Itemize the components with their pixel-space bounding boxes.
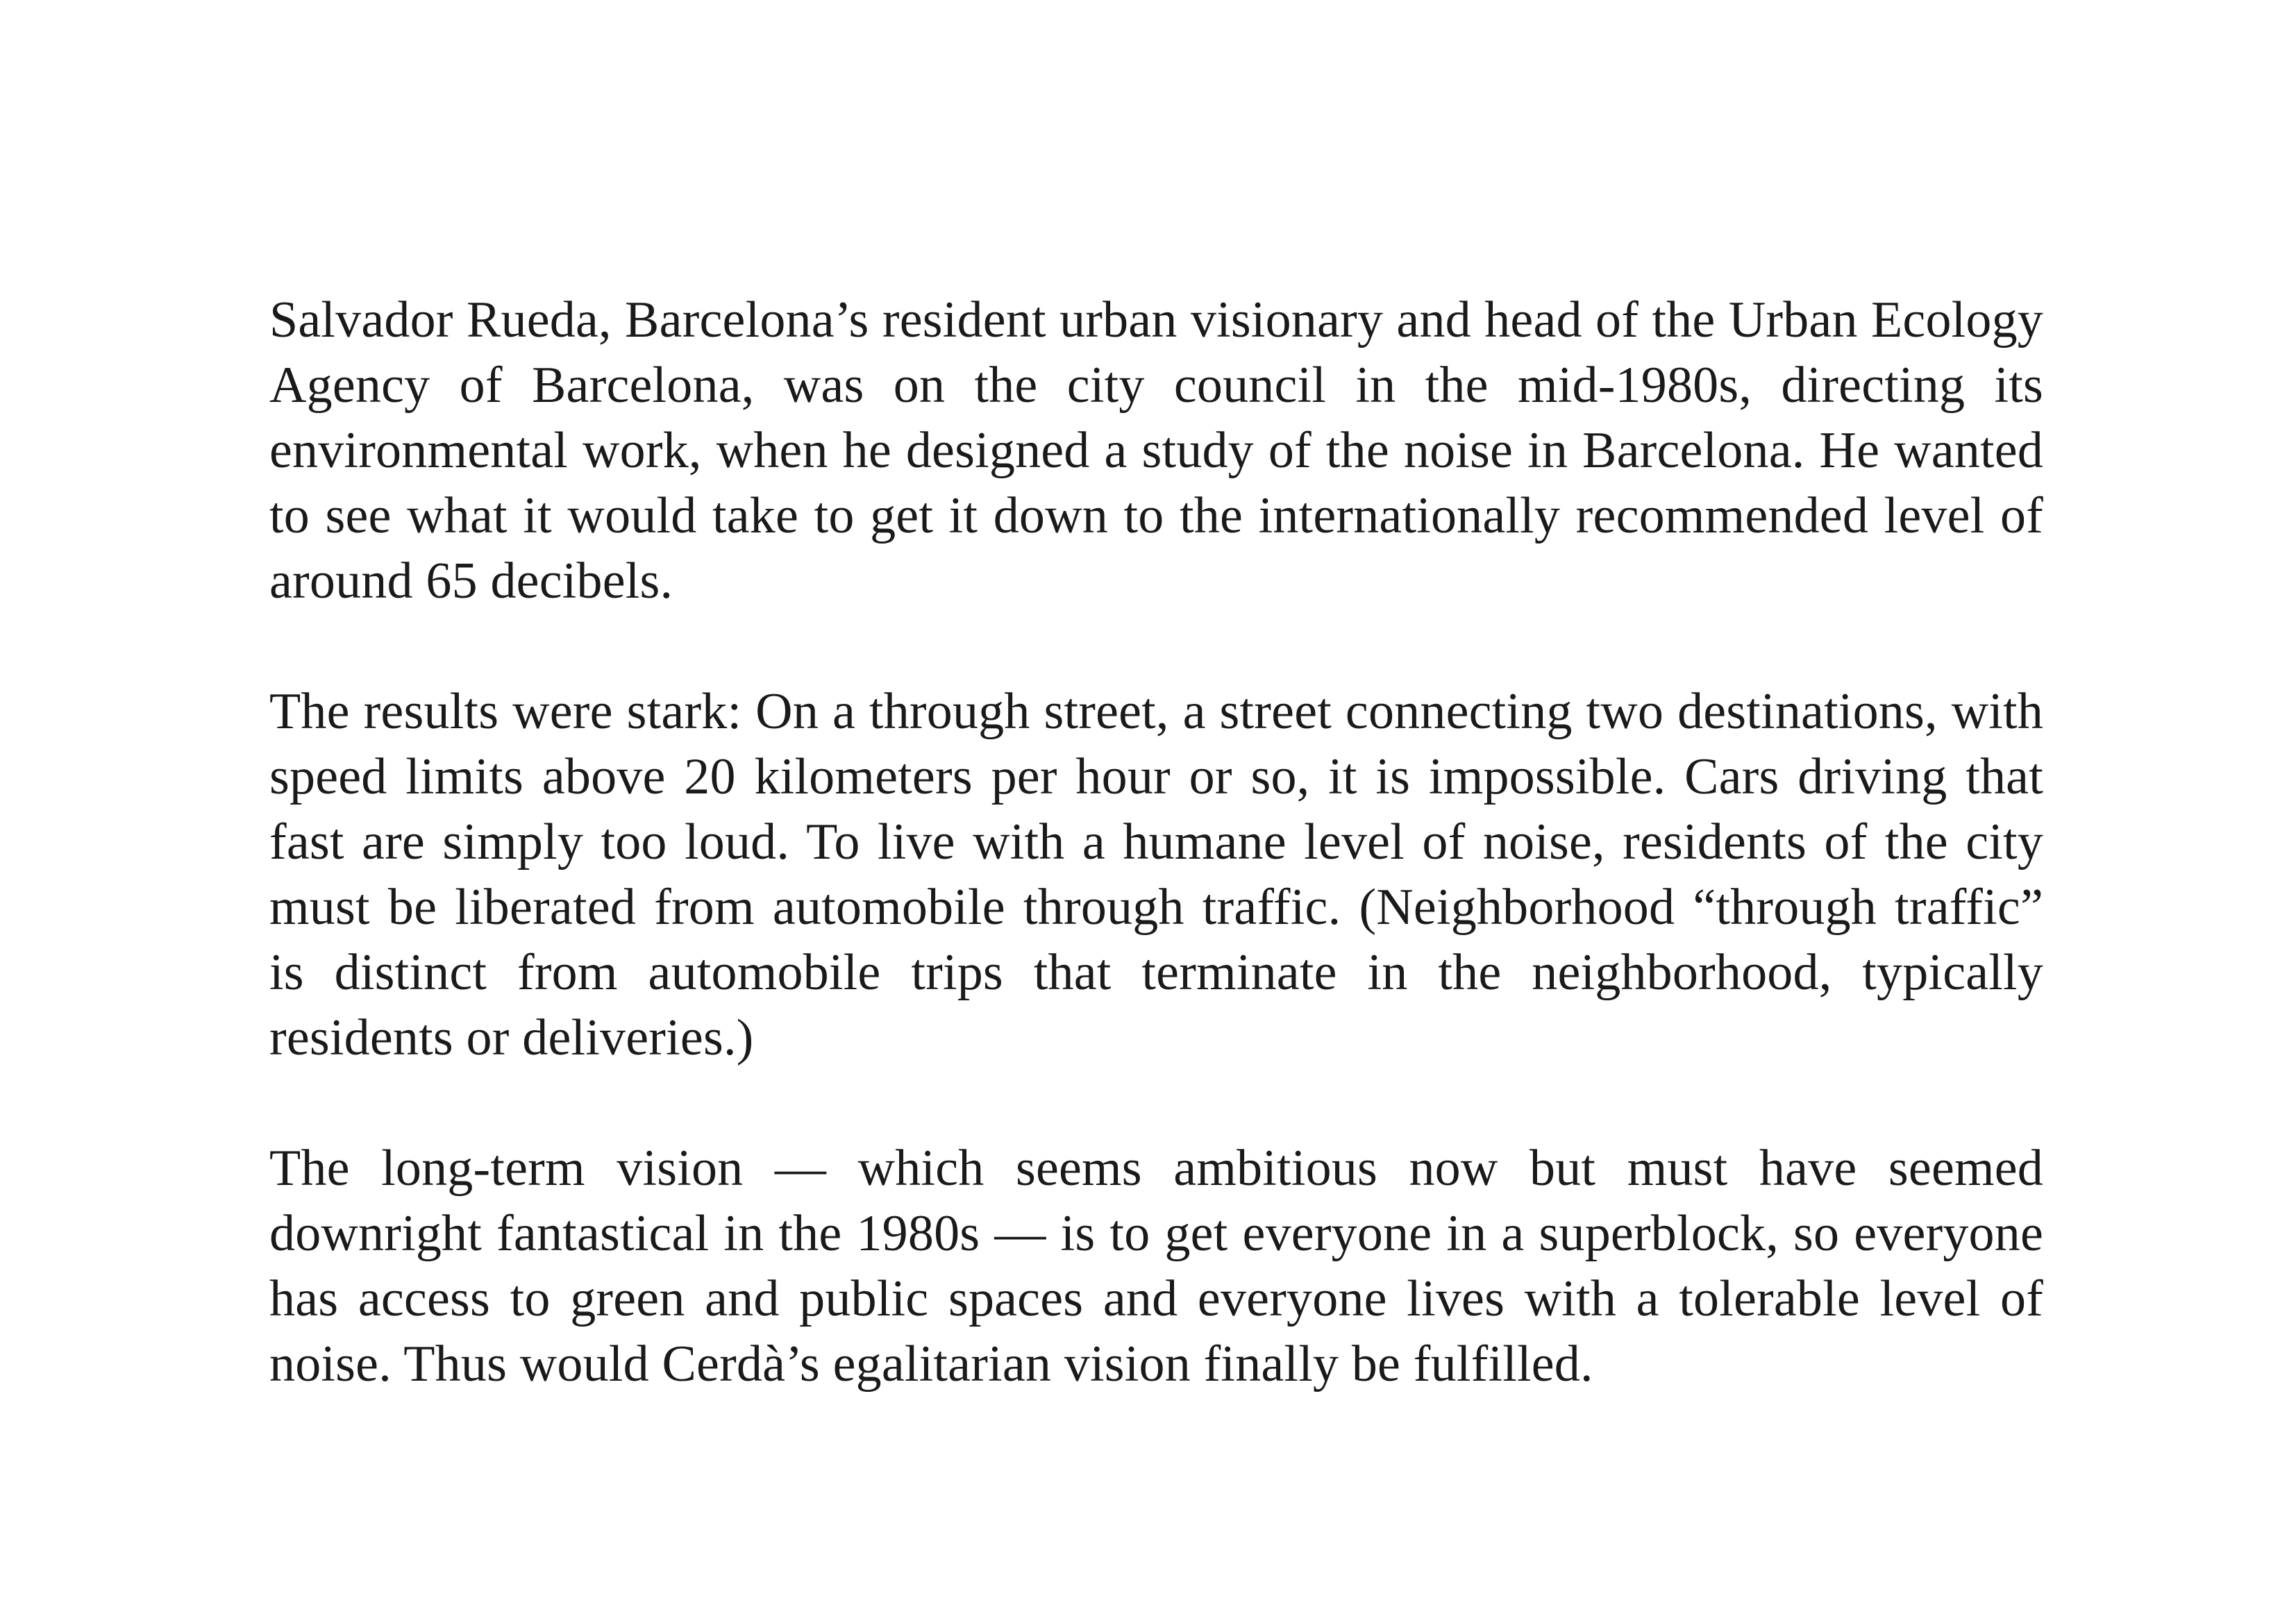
paragraph-long-term-vision: The long-term vision — which seems ambitious now but must have seemed downright fantastical in the 1980s — is to get everyone in a superblock, so everyone has access to green and public spaces and everyone lives with a tolerable level of noise. Thus would Cerdà’s egalitarian vision finally be fulfilled. xyxy=(269,1140,2043,1393)
paragraph-results: The results were stark: On a through street, a street connecting two destinations, with speed limits above 20 kilometers per hour or so, it is impossible. Cars driving that fast are simply too loud. To live with a humane level of noise, residents of the city must be liberated from automobile through traffic. (Neighborhood “through traffic” is distinct from automobile trips that terminate in the neighborhood, typically residents or deliveries.) xyxy=(269,683,2043,1066)
paragraph-noise-study: Salvador Rueda, Barcelona’s resident urban visionary and head of the Urban Ecology Agency of Barcelona, was on the city council in the mid-1980s, directing its environmental work, when he designed a study of the noise in Barcelona. He wanted to see what it would take to get it down to the internationally recommended level of around 65 decibels. xyxy=(269,292,2043,609)
body-text xyxy=(269,287,2043,1397)
